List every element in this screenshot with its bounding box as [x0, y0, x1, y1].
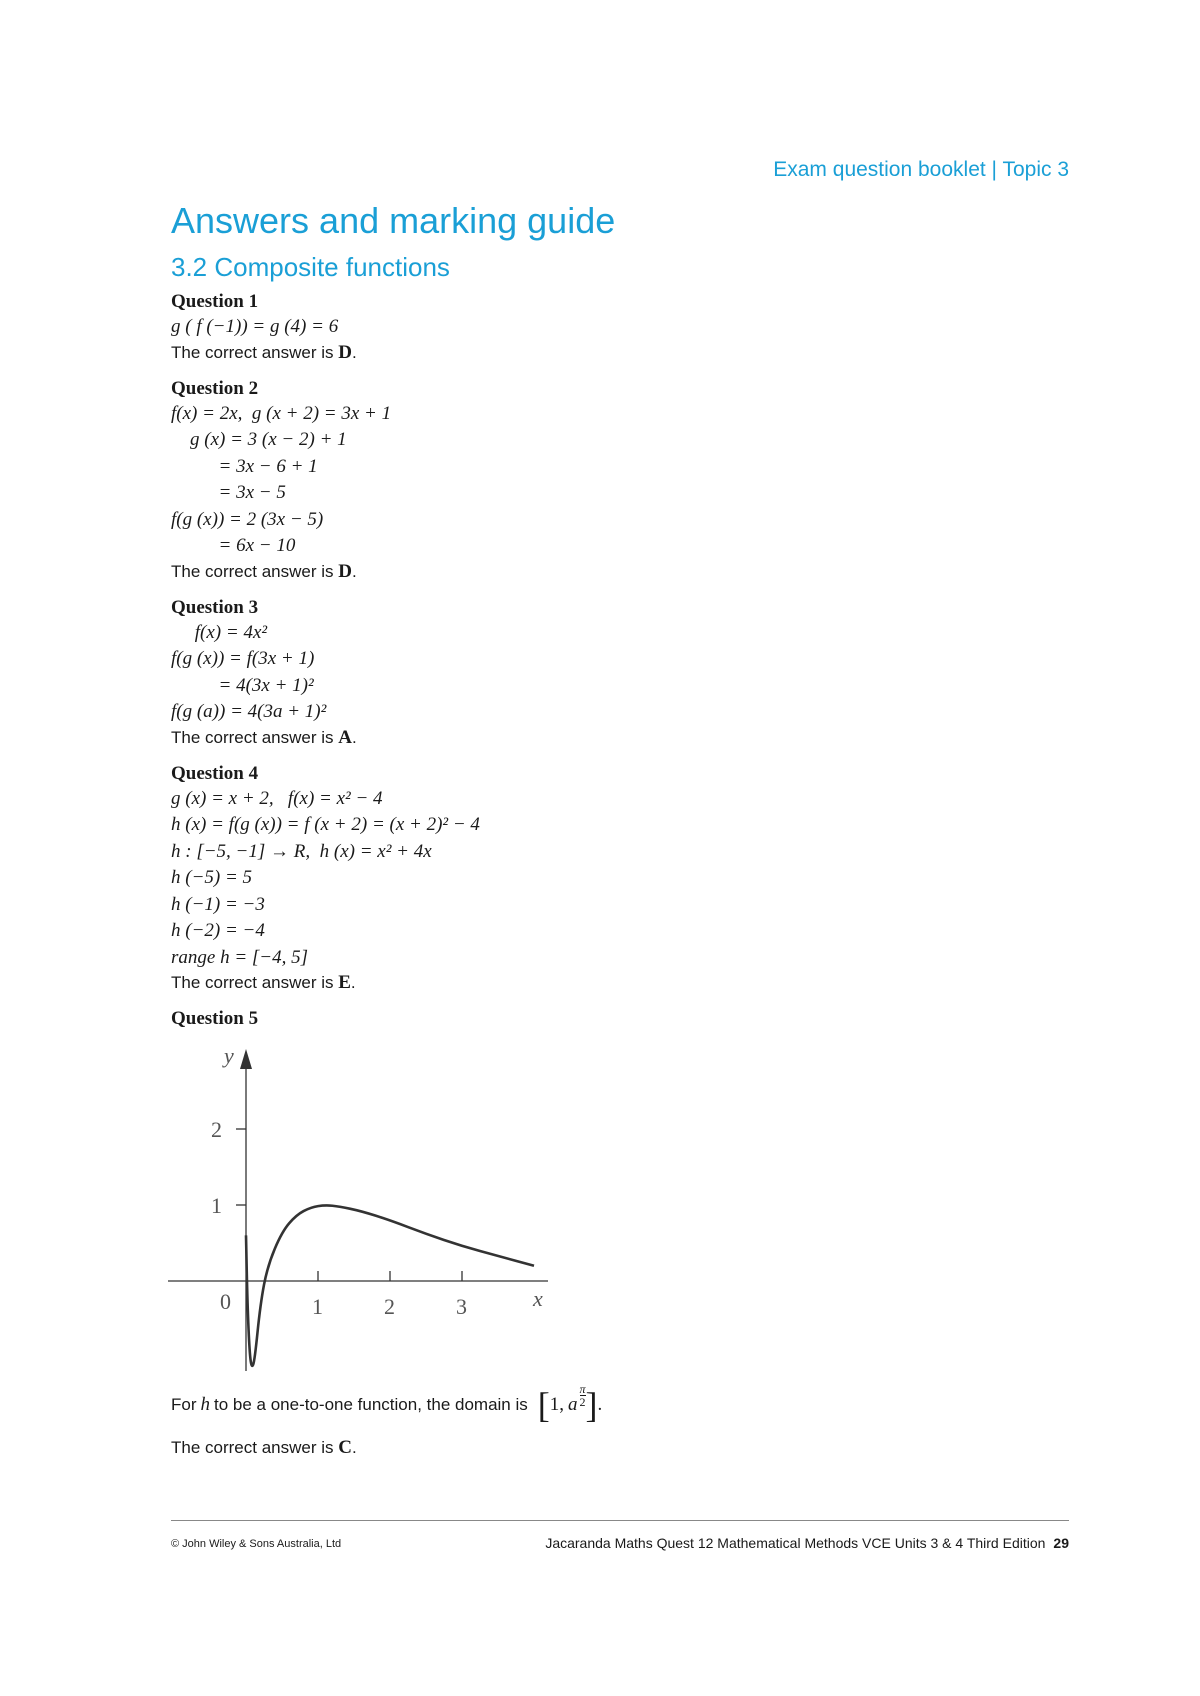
domain-statement — [171, 1381, 603, 1425]
working-line: g ( f (−1)) = g (4) = 6 — [171, 316, 339, 337]
x-tick-label: 3 — [456, 1294, 467, 1319]
domain-text: to be a one-to-one function, the domain is — [214, 1395, 528, 1414]
answer-letter: E — [338, 972, 351, 993]
question-4 — [171, 762, 1071, 996]
interval-start: 1, — [549, 1394, 565, 1415]
domain-prefix: For — [171, 1395, 197, 1414]
question-heading: Question 3 — [171, 596, 259, 618]
copyright: © John Wiley & Sons Australia, Ltd — [171, 1538, 342, 1550]
working-line: g (x) = x + 2, f(x) = x² − 4 — [171, 787, 383, 809]
question-1 — [171, 290, 1071, 365]
interval-exponent — [580, 1383, 586, 1408]
answer-letter: A — [338, 726, 352, 748]
question-heading: Question 1 — [171, 291, 259, 312]
exponent-denominator: 2 — [579, 1394, 586, 1409]
footer-divider — [171, 1520, 1069, 1521]
question-heading: Question 5 — [171, 1008, 259, 1029]
interval-end: . — [597, 1394, 603, 1415]
working-line: f(g (x)) = 2 (3x − 5) — [171, 508, 324, 530]
function-curve — [246, 1205, 534, 1365]
function-name: h — [200, 1394, 210, 1415]
working-line: = 3x − 6 + 1 — [171, 455, 318, 477]
working-line: h (−2) = −4 — [171, 920, 265, 941]
origin-label: 0 — [220, 1289, 231, 1314]
footer-book-info — [545, 1535, 1069, 1551]
correct-answer: The correct answer is C. — [171, 1437, 357, 1458]
question-2 — [171, 377, 1071, 584]
question-heading: Question 4 — [171, 762, 259, 784]
working-line: h (−5) = 5 — [171, 867, 253, 888]
y-axis-label: y — [224, 1043, 234, 1068]
y-axis-arrow — [240, 1049, 252, 1069]
question-heading: Question 2 — [171, 377, 259, 399]
book-title: Jacaranda Maths Quest 12 Mathematical Methods VCE Units 3 & 4 Third Edition — [545, 1535, 1046, 1551]
working-line: range h = [−4, 5] — [171, 946, 309, 968]
x-tick-label: 1 — [312, 1294, 323, 1319]
answer-letter: D — [338, 560, 352, 582]
working-line: g (x) = 3 (x − 2) + 1 — [171, 429, 347, 450]
correct-answer: The correct answer is E. — [171, 972, 356, 993]
page-number: 29 — [1053, 1535, 1069, 1551]
correct-answer: The correct answer is A. — [171, 726, 357, 748]
interval-base: a — [568, 1394, 578, 1415]
working-line: = 6x − 10 — [171, 535, 296, 556]
exponent-numerator: π — [579, 1381, 586, 1396]
working-line: f(x) = 4x² — [171, 621, 268, 643]
working-line: h : [−5, −1] → R, h (x) = x² + 4x — [171, 840, 432, 862]
function-graph — [168, 1043, 558, 1373]
y-tick-label: 1 — [211, 1193, 222, 1218]
question-3 — [171, 596, 1071, 750]
answers-content — [171, 290, 1071, 1043]
domain-interval — [537, 1381, 603, 1425]
section-title: 3.2 Composite functions — [171, 252, 450, 282]
working-line: f(g (a)) = 4(3a + 1)² — [171, 701, 327, 722]
working-line: = 3x − 5 — [171, 482, 286, 503]
x-tick-label: 2 — [384, 1294, 395, 1319]
y-tick-label: 2 — [211, 1117, 222, 1142]
correct-answer: The correct answer is D. — [171, 341, 357, 363]
booklet-topic-label: Exam question booklet | Topic 3 — [773, 158, 1069, 181]
page-title: Answers and marking guide — [171, 200, 616, 241]
correct-answer: The correct answer is D. — [171, 560, 357, 582]
question-5-graph — [168, 1043, 558, 1378]
x-axis-label: x — [533, 1286, 543, 1311]
question-5 — [171, 1007, 1071, 1031]
working-line: = 4(3x + 1)² — [171, 674, 314, 696]
answer-letter: C — [338, 1437, 352, 1458]
working-line: f(x) = 2x, g (x + 2) = 3x + 1 — [171, 402, 392, 424]
answer-letter: D — [338, 341, 352, 363]
working-line: f(g (x)) = f(3x + 1) — [171, 648, 315, 669]
working-line: h (x) = f(g (x)) = f (x + 2) = (x + 2)² − 4 — [171, 814, 480, 835]
working-line: h (−1) = −3 — [171, 893, 265, 915]
left-bracket: [ — [537, 1385, 550, 1425]
right-bracket: ] — [585, 1385, 598, 1425]
